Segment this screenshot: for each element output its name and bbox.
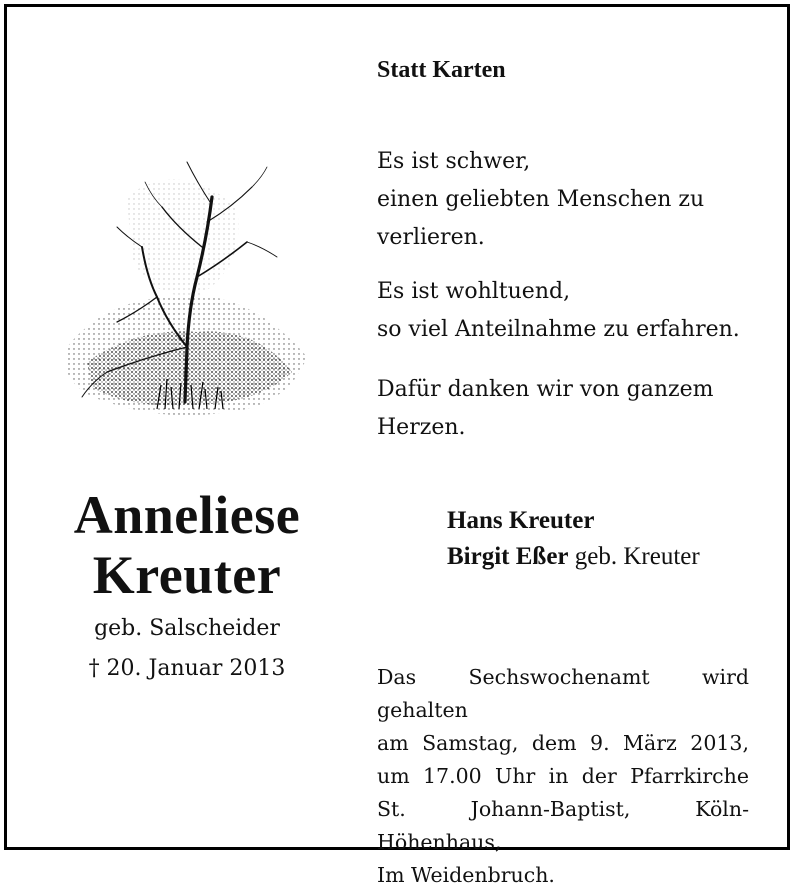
paragraph-line: so viel Anteilnahme zu erfahren. <box>377 317 740 342</box>
tree-icon <box>47 147 327 447</box>
paragraph-line: einen geliebten Menschen zu <box>377 187 705 212</box>
paragraph-1 <box>377 143 777 257</box>
family-member <box>447 539 700 575</box>
maiden-name: geb. Salscheider <box>94 616 280 641</box>
paragraph-line: Dafür danken wir von ganzem <box>377 377 714 402</box>
family-member <box>447 503 594 539</box>
death-date: † 20. Januar 2013 <box>88 656 286 681</box>
family-member-name: Hans Kreuter <box>447 507 595 534</box>
notice-line: Das Sechswochenamt wird gehalten <box>377 665 749 722</box>
memorial-service-notice <box>377 661 749 892</box>
family-member-suffix: geb. Kreuter <box>568 543 700 570</box>
family-member-name: Birgit Eßer <box>447 543 569 570</box>
notice-line: am Samstag, dem 9. März 2013, <box>377 731 749 755</box>
paragraph-line: Es ist schwer, <box>377 149 531 174</box>
paragraph-3 <box>377 371 777 447</box>
notice-line: St. Johann-Baptist, Köln-Höhenhaus, <box>377 797 749 854</box>
paragraph-line: Herzen. <box>377 415 466 440</box>
notice-line: Im Weidenbruch. <box>377 863 555 887</box>
deceased-last-name: Kreuter <box>92 545 282 605</box>
heading-statt-karten: Statt Karten <box>377 57 506 83</box>
paragraph-2 <box>377 273 777 349</box>
notice-line: um 17.00 Uhr in der Pfarrkirche <box>377 764 749 788</box>
paragraph-line: verlieren. <box>377 225 485 250</box>
obituary-card <box>4 4 790 887</box>
deceased-first-name: Anneliese <box>73 485 301 545</box>
paragraph-line: Es ist wohltuend, <box>377 279 571 304</box>
